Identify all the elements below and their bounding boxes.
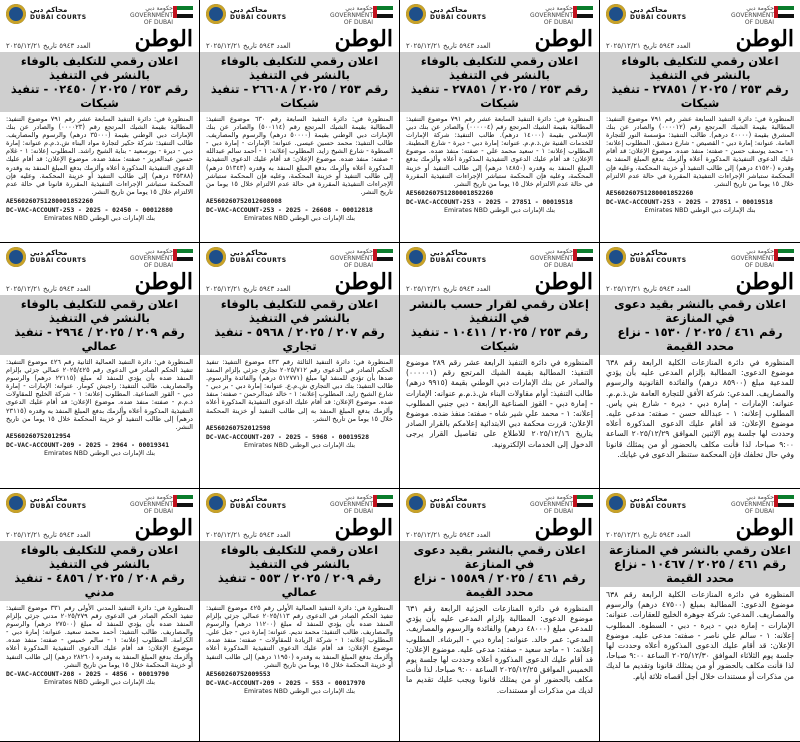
government-name-ar: حكومة دبي bbox=[145, 494, 173, 501]
government-logo bbox=[530, 4, 593, 26]
government-name-en: GOVERNMENT OF DUBAI bbox=[130, 255, 173, 269]
court-notice bbox=[400, 489, 600, 742]
court-name-ar: محاكم دبي bbox=[630, 495, 668, 503]
government-name-en: GOVERNMENT OF DUBAI bbox=[330, 501, 373, 515]
notice-text: المنظورة في: دائرة التنفيذ السابعة عشر رقم ٧٩١ موضوع التنفيذ: المطالبة بقيمة الشيك المرتجع رقم (٠٠٠٠٠٤) والصادر عن بنك دبي الإسلامي بقيمة (١٤٠٠٠ درهم). طالب التنفيذ: شركة الإمارات للخدمات الفنية ش.ذ.م.م. عنوانه: إمارة دبي - ديرة - شارع المطينة. المطلوب إعلانه: ١ - سعيد محمد علي - صفته: منفذ ضده. موضوع الإعلان: قد أقام عليك الدعوى التنفيذية المذكورة أعلاه وألزمك بدفع المبلغ المنفذ به وقدره (١٤٨٥٠ درهم) إلى طالب التنفيذ أو خزينة المحكمة، وعليه فإن المحكمة ستباشر الإجراءات التنفيذية المقررة في حالة عدم الالتزام خلال ١٥ يوما من تاريخ النشر. bbox=[406, 115, 594, 188]
court-notice bbox=[0, 0, 200, 243]
court-name-ar: محاكم دبي bbox=[230, 6, 268, 14]
court-name-ar: محاكم دبي bbox=[430, 6, 468, 14]
notice-title-line1: اعلان رقمي بالنشر بقيد دعوى في المنازعة bbox=[614, 297, 786, 325]
notice-text: المنظورة في دائرة المنازعات الجزئية الرابعة رقم ٦٣١ موضوع الدعوى: المطالبة بإلزام المدعى عليه بأن يؤدي للمدعي مبلغ (٤٨٠٠٠ درهم) والفائدة والرسوم والمصاريف. المدعي: عمر خالد. عنوانه: إمارة دبي - البرشاء. المطلوب إعلانه: ١ - ماجد سعيد - صفته: مدعى عليه. موضوع الإعلان: قد أقام عليك الدعوى المذكورة أعلاه وحددت لها جلسة يوم الخميس الموافق ٢٠٢٥/١٢/٢٥ الساعة ٩:٠٠ صباحا، لذا فأنت مكلف بالحضور أو من يمثلك قانونا ويجب عليك تقديم ما لديك من مذكرات أو مستندات. bbox=[406, 604, 593, 695]
issue-date: العدد ٥٩٤٣ تاريخ ٢٠٢٥/١٢/٢١ bbox=[606, 42, 691, 50]
government-logo bbox=[130, 247, 193, 269]
flag-icon bbox=[173, 6, 193, 18]
court-name-en: DUBAI COURTS bbox=[430, 503, 487, 510]
account-number: AE560260751280001852260 bbox=[6, 197, 94, 205]
court-name-en: DUBAI COURTS bbox=[630, 14, 687, 21]
bank-name: بنك الإمارات دبي الوطني Emirates NBD bbox=[243, 687, 356, 695]
newspaper-name: الوطن bbox=[134, 269, 193, 295]
bank-name: بنك الإمارات دبي الوطني Emirates NBD bbox=[243, 441, 356, 449]
court-notice bbox=[200, 243, 400, 489]
notice-title bbox=[400, 52, 599, 112]
court-name-ar: محاكم دبي bbox=[630, 249, 668, 257]
government-name-ar: حكومة دبي bbox=[145, 248, 173, 255]
court-notice bbox=[200, 489, 400, 742]
notice-header bbox=[206, 247, 393, 269]
notice-body bbox=[206, 604, 393, 669]
bank-name: بنك الإمارات دبي الوطني Emirates NBD bbox=[644, 206, 756, 214]
notice-text: المنظورة في دائرة المنازعات الكلية الرابعة رقم ٦٣٨ موضوع الدعوى: المطالبة بمبلغ (٤٧٥٠٠ درهم) والرسوم والمصاريف. المدعي: شركة جوهرة الخليج للعقارات. عنوانه: الإمارات - إمارة دبي - ديرة - دبي - السطوة. المطلوب إعلانه: ١ - سالم علي ناصر - صفته: مدعى عليه. موضوع الإعلان: قد أقام عليك الدعوى المذكورة أعلاه وحددت لها جلسة يوم الثلاثاء الموافق ٢٠٢٥/١٢/٣٠ الساعة ٩:٠٠ صباحا، لذا فأنت مكلف بالحضور أو من يمثلك قانونا وتقديم ما لديك من مذكرات أو مستندات خلال أجل أقصاه ثلاثة أيام. bbox=[606, 590, 794, 681]
notice-title-line1: اعلان رقمي بالنشر في المنازعة bbox=[609, 543, 791, 557]
notice-text: المنظورة في: دائرة التنفيذ الثالثة رقم ٤٣٣ موضوع التنفيذ: تنفيذ الحكم الصادر في الدعوى رقم ٢٠٢٥/٧١٢ تجاري جزئي بإلزام المنفذ ضدها بأن تؤدي للمنفذ لها مبلغ (٥١٢٧٧١ درهم) والفائدة والرسوم. طالب التنفيذ: بنك دبي التجاري ش.م.ع. عنوانه: إمارة دبي - بر دبي - شارع الشيخ زايد. المطلوب إعلانه: ١ - خالد عبدالرحمن - صفته: منفذ ضده. موضوع الإعلان: قد أقام عليك الدعوى التنفيذية المذكورة أعلاه وألزمك بدفع المبلغ المنفذ به إلى طالب التنفيذ أو خزينة المحكمة خلال ١٥ يوما من تاريخ النشر. bbox=[206, 358, 394, 423]
notice-header bbox=[606, 493, 794, 515]
notice-title-line2: رقم ٢٥٣ / ٢٠٢٥ / ٢٧٨٥١ - تنفيذ شيكات bbox=[611, 82, 789, 110]
notice-title-line2: رقم ٢٠٨ / ٢٠٢٥ / ٤٨٥٦ - تنفيذ مدني bbox=[14, 571, 185, 599]
court-name-ar: محاكم دبي bbox=[30, 495, 68, 503]
government-name-ar: حكومة دبي bbox=[746, 5, 774, 12]
notice-text: المنظورة في: دائرة التنفيذ السابعة عشر رقم ٧٩١ موضوع التنفيذ: المطالبة بقيمة الشيك المرتجع رقم (٠٠٠٠٢٣) والصادر عن بنك الإمارات دبي الوطني بقيمة (٣٥٠٠٠ درهم) والرسوم والمصاريف. طالب التنفيذ: شركة حكير لتجارة مواد البناء ش.ذ.م.م عنوانه: إمارة دبي - ديرة - بورسعيد - بناية الشيخ راشد. المطلوب إعلانه: ١ - غلام حسين عبدالعزيز - صفته: منفذ ضده. موضوع الإعلان: قد أقام عليك الدعوى التنفيذية المذكورة أعلاه وألزمك بدفع المبلغ المنفذ به وقدره (٣٥٣٨٨ درهم) إلى طالب التنفيذ أو خزينة المحكمة. وعليه فإن المحكمة ستباشر الإجراءات التنفيذية المقررة قانونا في حالة عدم الالتزام خلال ١٥ يوما من تاريخ النشر. bbox=[6, 115, 194, 196]
account-number: AE560260752012608008 bbox=[206, 197, 282, 205]
court-notice bbox=[400, 243, 600, 489]
notice-title-line1: اعلان رقمي للتكليف بالوفاء بالنشر في التنفيذ bbox=[621, 54, 779, 82]
notice-body bbox=[206, 358, 393, 423]
government-logo bbox=[330, 247, 393, 269]
newspaper-name: الوطن bbox=[534, 26, 593, 52]
court-notice bbox=[0, 489, 200, 742]
notice-title-line2: رقم ٢٠٧ / ٢٠٢٥ / ٥٩٦٨ - تنفيذ تجاري bbox=[214, 325, 385, 353]
notice-title-line2: رقم ٢٥٣ / ٢٠٢٥ / ٢٦٦٠٨ - تنفيذ شيكات bbox=[210, 82, 389, 110]
court-name-en: DUBAI COURTS bbox=[30, 257, 87, 264]
notice-title bbox=[0, 541, 199, 601]
notice-header bbox=[406, 247, 593, 269]
issue-date: العدد ٥٩٤٣ تاريخ ٢٠٢٥/١٢/٢١ bbox=[406, 531, 491, 539]
bank-name: بنك الإمارات دبي الوطني Emirates NBD bbox=[43, 214, 156, 222]
court-logo bbox=[6, 247, 87, 267]
newspaper-name: الوطن bbox=[735, 269, 794, 295]
court-name-en: DUBAI COURTS bbox=[230, 257, 287, 264]
issue-date: العدد ٥٩٤٣ تاريخ ٢٠٢٥/١٢/٢١ bbox=[6, 285, 91, 293]
newspaper-name: الوطن bbox=[735, 515, 794, 541]
dubai-emblem-icon bbox=[206, 4, 226, 24]
notice-body bbox=[6, 358, 193, 431]
notice-text: المنظورة في: دائرة التنفيذ العمالية الأولى رقم ٤٢٥ موضوع التنفيذ: تنفيذ الحكم الصادر في الدعوى رقم ٢٠٢٥/١١٣ عمالي جزئي بإلزام المنفذ ضده بأن يؤدي للمنفذ له مبلغ (١١٢٠٠ درهم) والرسوم والمصاريف. طالب التنفيذ: محمد نديم. عنوانه: إمارة دبي - جبل علي. المطلوب إعلانه: ١ - شركة الريادة للمقاولات - صفته: منفذ ضده. موضوع الإعلان: قد أقام عليك الدعوى التنفيذية المذكورة أعلاه وألزمك بدفع المبلغ المنفذ به وقدره (١١٩٥٠ درهم) إلى طالب التنفيذ أو خزينة المحكمة خلال ١٥ يوما من تاريخ النشر. bbox=[206, 604, 394, 669]
court-logo bbox=[6, 4, 87, 24]
bank-name: بنك الإمارات دبي الوطني Emirates NBD bbox=[43, 678, 156, 686]
flag-icon bbox=[774, 6, 794, 18]
notice-body bbox=[6, 604, 193, 669]
issue-date: العدد ٥٩٤٣ تاريخ ٢٠٢٥/١٢/٢١ bbox=[206, 285, 291, 293]
court-logo bbox=[206, 4, 287, 24]
account-number: AE560260752012954 bbox=[6, 432, 71, 440]
government-logo bbox=[731, 247, 794, 269]
court-logo bbox=[606, 493, 687, 513]
account-number: AE560260752009553 bbox=[206, 670, 271, 678]
dubai-emblem-icon bbox=[406, 4, 426, 24]
court-name-ar: محاكم دبي bbox=[630, 6, 668, 14]
government-name-en: GOVERNMENT OF DUBAI bbox=[731, 501, 774, 515]
newspaper-name: الوطن bbox=[534, 269, 593, 295]
notice-header bbox=[406, 4, 593, 26]
court-name-en: DUBAI COURTS bbox=[30, 14, 87, 21]
notice-text: المنظورة في دائرة التنفيذ الرابعة عشر رقم ٢٨٩ موضوع التنفيذ: المطالبة بقيمة الشيك المرتجع رقم (٠٠٠٠٠١) والصادر عن بنك الإمارات دبي الوطني بقيمة (٩٩١٥ درهم) طالب التنفيذ: أوام مقاولات البناء ش.ذ.م.م عنوانه: الإمارات - إمارة دبي - القوز الصناعية الرابعة - دبي جنبي المطلوب إعلانه: ١ - محمد علي شير شاه - صفته: منفذ ضده. موضوع الإعلان: قررت محكمة دبي الابتدائية إعلامكم بالقرار الصادر بتاريخ ٢٠٢٥/١٢/١٦ للاطلاع على تفاصيل القرار يرجى الدخول إلى الخدمات الإلكترونية. bbox=[406, 358, 593, 449]
government-logo bbox=[330, 4, 393, 26]
newspaper-name: الوطن bbox=[334, 515, 393, 541]
newspaper-name: الوطن bbox=[735, 26, 794, 52]
flag-icon bbox=[173, 495, 193, 507]
court-logo bbox=[206, 493, 287, 513]
newspaper-name: الوطن bbox=[134, 515, 193, 541]
court-name-ar: محاكم دبي bbox=[430, 495, 468, 503]
government-logo bbox=[130, 493, 193, 515]
notice-title-line1: اعلان رقمي للتكليف بالوفاء بالنشر في التنفيذ bbox=[220, 54, 379, 82]
issue-date: العدد ٥٩٤٣ تاريخ ٢٠٢٥/١٢/٢١ bbox=[606, 285, 691, 293]
court-logo bbox=[606, 4, 687, 24]
notice-title-line2: رقم ٢٥٣ / ٢٠٢٥ / ٠٢٤٥٠ - تنفيذ شيكات bbox=[10, 82, 189, 110]
notice-title bbox=[0, 52, 199, 112]
court-logo bbox=[406, 4, 487, 24]
government-name-ar: حكومة دبي bbox=[145, 5, 173, 12]
flag-icon bbox=[573, 495, 593, 507]
account-number: AE560260751280001852260 bbox=[406, 189, 494, 197]
vac-account: DC-VAC-ACCOUNT-253 - 2025 - 02450 - 00012880 bbox=[6, 206, 173, 214]
newspaper-name: الوطن bbox=[334, 269, 393, 295]
court-logo bbox=[6, 493, 87, 513]
notice-body bbox=[606, 358, 794, 460]
newspaper-name: الوطن bbox=[134, 26, 193, 52]
issue-date: العدد ٥٩٤٣ تاريخ ٢٠٢٥/١٢/٢١ bbox=[6, 42, 91, 50]
court-name-en: DUBAI COURTS bbox=[230, 14, 287, 21]
notice-header bbox=[406, 493, 593, 515]
notice-body bbox=[406, 115, 593, 188]
vac-account: DC-VAC-ACCOUNT-209 - 2025 - 2964 - 00019341 bbox=[6, 441, 170, 449]
vac-account: DC-VAC-ACCOUNT-209 - 2025 - 553 - 00017970 bbox=[206, 679, 366, 687]
dubai-emblem-icon bbox=[206, 493, 226, 513]
notice-title-line1: اعلان رقمي للتكليف بالوفاء بالنشر في التنفيذ bbox=[20, 297, 179, 325]
notice-title-line2: رقم ٢٥٣ / ٢٠٢٥ / ١٠٤١١ - تنفيذ شيكات bbox=[410, 325, 589, 353]
notice-text: المنظورة في دائرة المنازعات الكلية الرابعة رقم ٦٣٨ موضوع الدعوى: المطالبة بإلزام المدعى عليه بأن يؤدي للمدعية مبلغ (٨٥٩٠٠ درهم) والفائدة القانونية والرسوم والمصاريف. المدعي: شركة الأفق للتجارة العامة ش.ذ.م.م. عنوانه: الإمارات - إمارة دبي - ديرة - شارع بني ياس. المطلوب إعلانه: ١ - عبدالله حسن - صفته: مدعى عليه. موضوع الإعلان: قد أقام عليك الدعوى المذكورة أعلاه وحددت لها جلسة يوم الإثنين الموافق ٢٠٢٥/١٢/٢٩ الساعة ٩:٠٠ صباحا، لذا فأنت مكلف بالحضور أو من يمثلك قانونا وفي حال تخلفك فإن المحكمة ستنظر الدعوى في غيابك. bbox=[606, 358, 795, 459]
notice-header bbox=[606, 247, 794, 269]
vac-account: DC-VAC-ACCOUNT-207 - 2025 - 5968 - 00019528 bbox=[206, 433, 370, 441]
flag-icon bbox=[173, 249, 193, 261]
bank-name: بنك الإمارات دبي الوطني Emirates NBD bbox=[243, 214, 356, 222]
court-name-ar: محاكم دبي bbox=[30, 6, 68, 14]
court-logo bbox=[406, 247, 487, 267]
account-number: AE560260752012598 bbox=[206, 424, 271, 432]
notice-body bbox=[206, 115, 393, 196]
notice-title-line2: رقم ٤٦١ / ٢٠٢٥ / ١٠٤٦٧ - نزاع محدد القيمة bbox=[614, 557, 786, 585]
bank-name: بنك الإمارات دبي الوطني Emirates NBD bbox=[43, 449, 156, 457]
notice-body bbox=[6, 115, 193, 196]
notice-header bbox=[206, 4, 393, 26]
notice-title bbox=[600, 295, 800, 355]
notice-title bbox=[200, 52, 399, 112]
notice-body bbox=[406, 604, 593, 696]
government-logo bbox=[731, 493, 794, 515]
flag-icon bbox=[373, 495, 393, 507]
notice-title bbox=[600, 52, 800, 112]
flag-icon bbox=[573, 6, 593, 18]
notice-title bbox=[200, 541, 399, 601]
dubai-emblem-icon bbox=[406, 493, 426, 513]
government-name-en: GOVERNMENT OF DUBAI bbox=[530, 501, 573, 515]
court-name-en: DUBAI COURTS bbox=[630, 503, 687, 510]
notice-header bbox=[206, 493, 393, 515]
issue-date: العدد ٥٩٤٣ تاريخ ٢٠٢٥/١٢/٢١ bbox=[606, 531, 691, 539]
government-logo bbox=[731, 4, 794, 26]
court-name-ar: محاكم دبي bbox=[430, 249, 468, 257]
dubai-emblem-icon bbox=[606, 493, 626, 513]
notice-title bbox=[400, 541, 599, 601]
flag-icon bbox=[774, 495, 794, 507]
government-name-ar: حكومة دبي bbox=[545, 494, 573, 501]
newspaper-name: الوطن bbox=[534, 515, 593, 541]
notice-header bbox=[6, 247, 193, 269]
dubai-emblem-icon bbox=[6, 493, 26, 513]
court-name-ar: محاكم دبي bbox=[230, 495, 268, 503]
court-notice bbox=[200, 0, 400, 243]
flag-icon bbox=[373, 6, 393, 18]
court-name-en: DUBAI COURTS bbox=[30, 503, 87, 510]
notice-title-line1: اعلان رقمي للتكليف بالوفاء بالنشر في التنفيذ bbox=[220, 297, 379, 325]
notice-title-line2: رقم ٤٦١ / ٢٠٢٥ / ١٥٥٨٩ - نزاع محدد القيمة bbox=[413, 571, 586, 599]
issue-date: العدد ٥٩٤٣ تاريخ ٢٠٢٥/١٢/٢١ bbox=[206, 42, 291, 50]
notice-title bbox=[200, 295, 399, 355]
vac-account: DC-VAC-ACCOUNT-208 - 2025 - 4856 - 00019790 bbox=[6, 670, 170, 678]
notice-title bbox=[600, 541, 800, 587]
notice-text: المنظورة في: دائرة التنفيذ العمالية الثانية رقم ٤٢٦ موضوع التنفيذ: تنفيذ الحكم الصادر في الدعوى رقم ٢٠٢٥/٤٢٥ عمالي جزئي بإلزام المنفذ ضده بأن يؤدي للمنفذ له مبلغ (٢٢١١٥ درهم) والرسوم والمصاريف. طالب التنفيذ: راجيش كومار. عنوانه: الإمارات - إمارة دبي - القوز الصناعية. المطلوب إعلانه: ١ - شركة الخليج للمقاولات ذ.م.م - صفته: منفذ ضده. موضوع الإعلان: قد أقام عليك الدعوى التنفيذية المذكورة أعلاه وألزمك بدفع المبلغ المنفذ به وقدره (٢٣١١٥ درهم) إلى طالب التنفيذ أو خزينة المحكمة خلال ١٥ يوما من تاريخ النشر. bbox=[6, 358, 194, 431]
government-logo bbox=[530, 247, 593, 269]
notice-title-line1: اعلان رقمي بالنشر بقيد دعوى في المنازعة bbox=[413, 543, 586, 571]
court-name-en: DUBAI COURTS bbox=[230, 503, 287, 510]
government-name-en: GOVERNMENT OF DUBAI bbox=[530, 255, 573, 269]
notice-title-line2: رقم ٢٠٩ / ٢٠٢٥ / ٥٥٣ - تنفيذ عمالي bbox=[217, 571, 382, 599]
notice-text: المنظورة في: دائرة التنفيذ السابعة رقم ٦٣٠ موضوع التنفيذ: المطالبة بقيمة الشيك المرتجع رقم (٥٠٠١١٤) والصادر عن بنك الإمارات دبي الوطني بقيمة (٥٠٠٠٠ درهم) والرسوم والمصاريف. طالب التنفيذ: محمد حسين عيسى. عنوانه: الإمارات - إمارة دبي - السطوة - شارع الشيخ زايد. المطلوب إعلانه: ١ - أحمد سالم عبدالله - صفته: منفذ ضده. موضوع الإعلان: قد أقام عليك الدعوى التنفيذية المذكورة أعلاه وألزمك بدفع المبلغ المنفذ به وقدره (٥١٣٤٣ درهم) إلى طالب التنفيذ أو خزينة المحكمة، وعليه فإن المحكمة ستباشر الإجراءات التنفيذية المقررة في حالة عدم الالتزام خلال ١٥ يوما من تاريخ النشر. bbox=[206, 115, 393, 196]
notice-title-line1: اعلان رقمي للتكليف بالوفاء بالنشر في التنفيذ bbox=[220, 543, 379, 571]
government-name-ar: حكومة دبي bbox=[746, 248, 774, 255]
notice-title-line2: رقم ٢٥٣ / ٢٠٢٥ / ٢٧٨٥١ - تنفيذ شيكات bbox=[410, 82, 589, 110]
notice-body bbox=[406, 358, 593, 450]
issue-date: العدد ٥٩٤٣ تاريخ ٢٠٢٥/١٢/٢١ bbox=[6, 531, 91, 539]
court-name-ar: محاكم دبي bbox=[30, 249, 68, 257]
dubai-emblem-icon bbox=[6, 4, 26, 24]
government-name-ar: حكومة دبي bbox=[746, 494, 774, 501]
court-notice bbox=[0, 243, 200, 489]
government-name-en: GOVERNMENT OF DUBAI bbox=[731, 255, 774, 269]
government-name-ar: حكومة دبي bbox=[545, 5, 573, 12]
notice-title bbox=[0, 295, 199, 355]
issue-date: العدد ٥٩٤٣ تاريخ ٢٠٢٥/١٢/٢١ bbox=[406, 285, 491, 293]
court-logo bbox=[406, 493, 487, 513]
government-logo bbox=[330, 493, 393, 515]
flag-icon bbox=[373, 249, 393, 261]
court-name-en: DUBAI COURTS bbox=[630, 257, 687, 264]
court-notice bbox=[600, 489, 800, 742]
government-name-en: GOVERNMENT OF DUBAI bbox=[530, 12, 573, 26]
notice-text: المنظورة في: دائرة التنفيذ السابعة عشر رقم ٧٩١ موضوع التنفيذ: المطالبة بقيمة الشيك المرتجع رقم (٠٠٠٠١٢) والصادر عن بنك المشرق بقيمة (٤٠٠٠٠ درهم). طالب التنفيذ: مؤسسة النور للتجارة العامة. عنوانه: إمارة دبي - القصيص - شارع دمشق. المطلوب إعلانه: ١ - محمد يوسف حسن - صفته: منفذ ضده. موضوع الإعلان: قد أقام عليك الدعوى التنفيذية المذكورة أعلاه وألزمك بدفع المبلغ المنفذ به وقدره (٤١٥٢٠ درهم) إلى طالب التنفيذ أو خزينة المحكمة، وعليه فإن المحكمة ستباشر الإجراءات التنفيذية المقررة في حالة عدم الالتزام خلال ١٥ يوما من تاريخ النشر. bbox=[606, 115, 795, 188]
issue-date: العدد ٥٩٤٣ تاريخ ٢٠٢٥/١٢/٢١ bbox=[406, 42, 491, 50]
flag-icon bbox=[573, 249, 593, 261]
dubai-emblem-icon bbox=[6, 247, 26, 267]
vac-account: DC-VAC-ACCOUNT-253 - 2025 - 27851 - 00019518 bbox=[606, 198, 773, 206]
court-name-ar: محاكم دبي bbox=[230, 249, 268, 257]
government-logo bbox=[530, 493, 593, 515]
notice-title-line2: رقم ٢٠٩ / ٢٠٢٥ / ٢٩٦٤ - تنفيذ عمالي bbox=[14, 325, 185, 353]
notice-title-line1: اعلان رقمي للتكليف بالوفاء بالنشر في التنفيذ bbox=[20, 54, 179, 82]
government-name-en: GOVERNMENT OF DUBAI bbox=[330, 255, 373, 269]
flag-icon bbox=[774, 249, 794, 261]
court-notice bbox=[600, 0, 800, 243]
court-notice bbox=[400, 0, 600, 243]
government-name-ar: حكومة دبي bbox=[345, 494, 373, 501]
notice-header bbox=[606, 4, 794, 26]
dubai-emblem-icon bbox=[206, 247, 226, 267]
newspaper-name: الوطن bbox=[334, 26, 393, 52]
court-notice bbox=[600, 243, 800, 489]
vac-account: DC-VAC-ACCOUNT-253 - 2025 - 27851 - 00019518 bbox=[406, 198, 573, 206]
notice-title-line1: اعلان رقمي للتكليف بالوفاء بالنشر في التنفيذ bbox=[20, 543, 179, 571]
government-logo bbox=[130, 4, 193, 26]
government-name-ar: حكومة دبي bbox=[345, 248, 373, 255]
notice-body bbox=[606, 115, 794, 188]
notice-title-line1: إعلان رقمي لقرار حسب بالنشر في التنفيذ bbox=[410, 297, 589, 325]
court-name-en: DUBAI COURTS bbox=[430, 257, 487, 264]
notice-title bbox=[400, 295, 599, 355]
dubai-emblem-icon bbox=[606, 247, 626, 267]
notice-title-line2: رقم ٤٦١ / ٢٠٢٥ / ١٥٣٠ - نزاع محدد القيمة bbox=[617, 325, 783, 353]
vac-account: DC-VAC-ACCOUNT-253 - 2025 - 26608 - 00012818 bbox=[206, 206, 373, 214]
notice-body bbox=[606, 590, 794, 682]
issue-date: العدد ٥٩٤٣ تاريخ ٢٠٢٥/١٢/٢١ bbox=[206, 531, 291, 539]
government-name-en: GOVERNMENT OF DUBAI bbox=[130, 501, 173, 515]
court-name-en: DUBAI COURTS bbox=[430, 14, 487, 21]
government-name-en: GOVERNMENT OF DUBAI bbox=[731, 12, 774, 26]
dubai-emblem-icon bbox=[406, 247, 426, 267]
dubai-emblem-icon bbox=[606, 4, 626, 24]
notice-header bbox=[6, 493, 193, 515]
government-name-en: GOVERNMENT OF DUBAI bbox=[130, 12, 173, 26]
government-name-ar: حكومة دبي bbox=[545, 248, 573, 255]
notice-title-line1: اعلان رقمي للتكليف بالوفاء بالنشر في التنفيذ bbox=[420, 54, 579, 82]
government-name-en: GOVERNMENT OF DUBAI bbox=[330, 12, 373, 26]
bank-name: بنك الإمارات دبي الوطني Emirates NBD bbox=[443, 206, 556, 214]
court-logo bbox=[206, 247, 287, 267]
notice-text: المنظورة في: دائرة التنفيذ المدني الأولى رقم ٣٣١ موضوع التنفيذ: تنفيذ الحكم الصادر في الدعوى رقم ٢٠٢٥/٢٧٩ مدني جزئي بإلزام المنفذ ضده بأن يؤدي للمنفذ له مبلغ (٢٧٥٠٠ درهم) والرسوم والمصاريف. طالب التنفيذ: أحمد محمد سعيد. عنوانه: إمارة دبي - الكرامة. المطلوب إعلانه: ١ - سالم خميس - صفته: منفذ ضده. موضوع الإعلان: قد أقام عليك الدعوى التنفيذية المذكورة أعلاه وألزمك بدفع المبلغ المنفذ به وقدره (٢٨٢٦٠ درهم) إلى طالب التنفيذ أو خزينة المحكمة خلال ١٥ يوما من تاريخ النشر. bbox=[6, 604, 193, 669]
notice-header bbox=[6, 4, 193, 26]
account-number: AE560260751280001852260 bbox=[606, 189, 694, 197]
government-name-ar: حكومة دبي bbox=[345, 5, 373, 12]
court-logo bbox=[606, 247, 687, 267]
